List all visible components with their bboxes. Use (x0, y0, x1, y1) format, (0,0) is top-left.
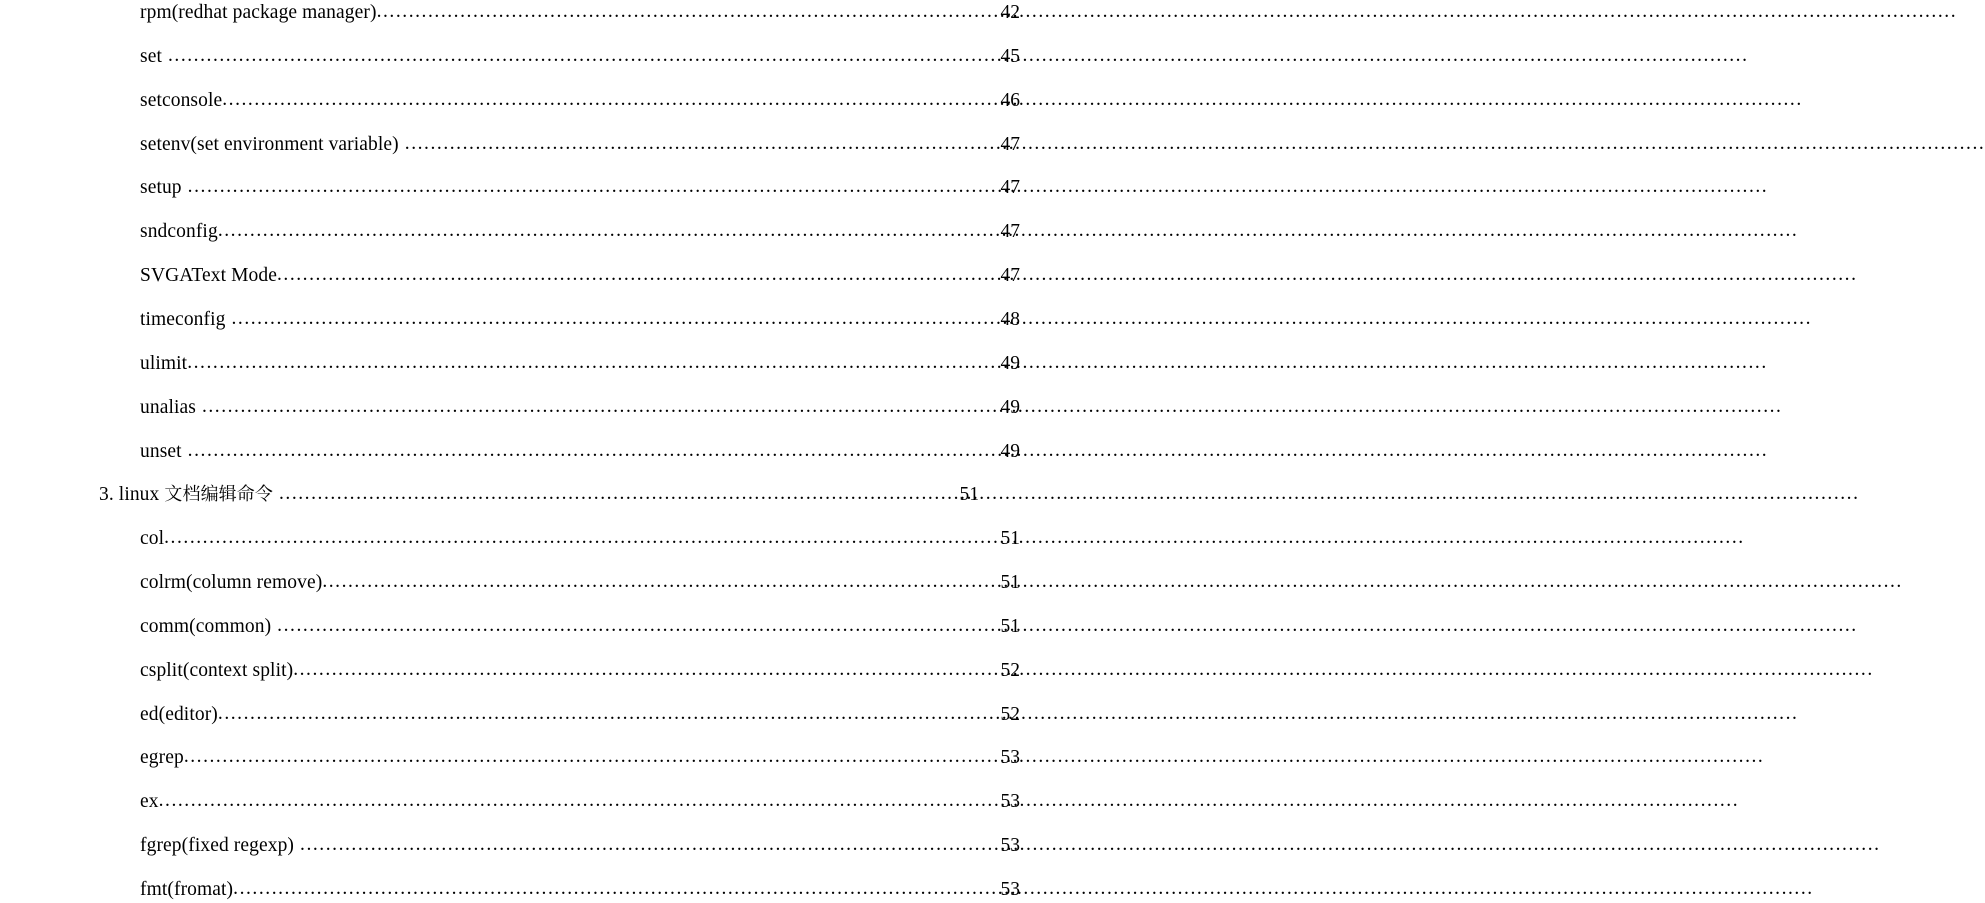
toc-entry-title: set (140, 45, 162, 67)
toc-entry[interactable] (0, 132, 1125, 158)
toc-dot-leader (277, 620, 957, 640)
toc-page-number: 52 (1000, 703, 1020, 725)
toc-entry[interactable] (0, 44, 1125, 70)
toc-page-number: 48 (1000, 308, 1020, 330)
toc-entry-title: col (140, 528, 165, 550)
toc-entry-title: fmt(fromat) (140, 879, 234, 900)
toc-entry[interactable] (0, 88, 1125, 114)
toc-entry-title: rpm(redhat package manager) (140, 2, 377, 23)
toc-entry[interactable] (0, 614, 1125, 640)
toc-dot-leader (322, 576, 957, 596)
toc-entry-title: setconsole (140, 89, 223, 111)
toc-page-number: 46 (1000, 89, 1020, 111)
toc-dot-leader (218, 225, 957, 245)
toc-entry-title: ex (140, 791, 159, 813)
toc-entry[interactable] (0, 482, 1084, 508)
toc-dot-leader (222, 94, 957, 114)
toc-dot-leader (231, 313, 922, 333)
toc-entry[interactable] (0, 395, 1125, 421)
toc-entry[interactable] (0, 526, 1125, 552)
toc-page-number: 51 (1000, 615, 1020, 637)
toc-page-number: 53 (1000, 879, 1020, 900)
toc-page-number: 47 (1000, 265, 1020, 287)
toc-entry[interactable] (0, 219, 1125, 245)
toc-dot-leader (300, 839, 957, 859)
toc-page-number: 47 (1000, 177, 1020, 199)
toc-entry-title: setup (140, 177, 182, 199)
toc-page-number: 51 (1000, 528, 1020, 550)
toc-dot-leader (188, 181, 962, 201)
toc-dot-leader (218, 708, 957, 728)
toc-page-number: 53 (1000, 835, 1020, 857)
toc-entry[interactable] (0, 658, 1125, 684)
toc-dot-leader (405, 138, 962, 158)
toc-dot-leader (188, 445, 962, 465)
toc-page-number: 47 (1000, 133, 1020, 155)
toc-entry-title: ulimit (140, 352, 188, 374)
toc-entry[interactable] (0, 263, 1125, 289)
toc-page-number: 49 (1000, 440, 1020, 462)
toc-entry[interactable] (0, 351, 1125, 377)
toc-page-number: 47 (1000, 221, 1020, 243)
toc-entry-title: egrep (140, 747, 184, 769)
toc-entry-title: colrm(column remove) (140, 572, 323, 594)
toc-dot-leader (279, 488, 916, 508)
toc-entry-title: SVGAText Mode (140, 265, 277, 287)
toc-dot-leader (168, 50, 962, 70)
toc-entry-title: comm(common) (140, 615, 272, 637)
toc-entry[interactable] (0, 702, 1125, 728)
toc-page-number: 53 (1000, 791, 1020, 813)
toc-dot-leader (187, 357, 957, 377)
toc-dot-leader (277, 269, 922, 289)
toc-entry-title: 3. linux 文档编辑命令 (99, 484, 273, 506)
toc-entry[interactable] (0, 570, 1125, 596)
toc-dot-leader (202, 401, 957, 421)
toc-entry[interactable] (0, 789, 1125, 815)
toc-page-number: 49 (1000, 396, 1020, 418)
toc-dot-leader (184, 751, 957, 771)
toc-page-number: 51 (959, 484, 979, 506)
toc-entry-title: unalias (140, 396, 196, 418)
toc-dot-leader (159, 795, 957, 815)
toc-entry-title: csplit(context split) (140, 659, 294, 681)
toc-entry[interactable] (0, 175, 1125, 201)
toc-page-number: 49 (1000, 352, 1020, 374)
toc-page-number: 42 (1000, 2, 1020, 23)
toc-entry-title: timeconfig (140, 308, 226, 330)
toc-dot-leader (233, 883, 957, 903)
toc-page-number: 53 (1000, 747, 1020, 769)
toc-entry-title: ed(editor) (140, 703, 218, 725)
toc-entry[interactable] (0, 0, 1125, 26)
toc-entry[interactable] (0, 307, 1125, 333)
toc-page-number: 51 (1000, 572, 1020, 594)
toc-dot-leader (293, 664, 957, 684)
toc-entry[interactable] (0, 439, 1125, 465)
toc-entry-title: setenv(set environment variable) (140, 133, 399, 155)
toc-page-number: 45 (1000, 45, 1020, 67)
toc-entry-title: fgrep(fixed regexp) (140, 835, 295, 857)
toc-page-number: 52 (1000, 659, 1020, 681)
toc-entry[interactable] (0, 877, 1125, 903)
toc-dot-leader (377, 6, 957, 26)
toc-dot-leader (164, 532, 957, 552)
toc-entry-title: unset (140, 440, 182, 462)
toc-entry[interactable] (0, 745, 1125, 771)
toc-entry[interactable] (0, 833, 1125, 859)
toc-entry-title: sndconfig (140, 221, 218, 243)
